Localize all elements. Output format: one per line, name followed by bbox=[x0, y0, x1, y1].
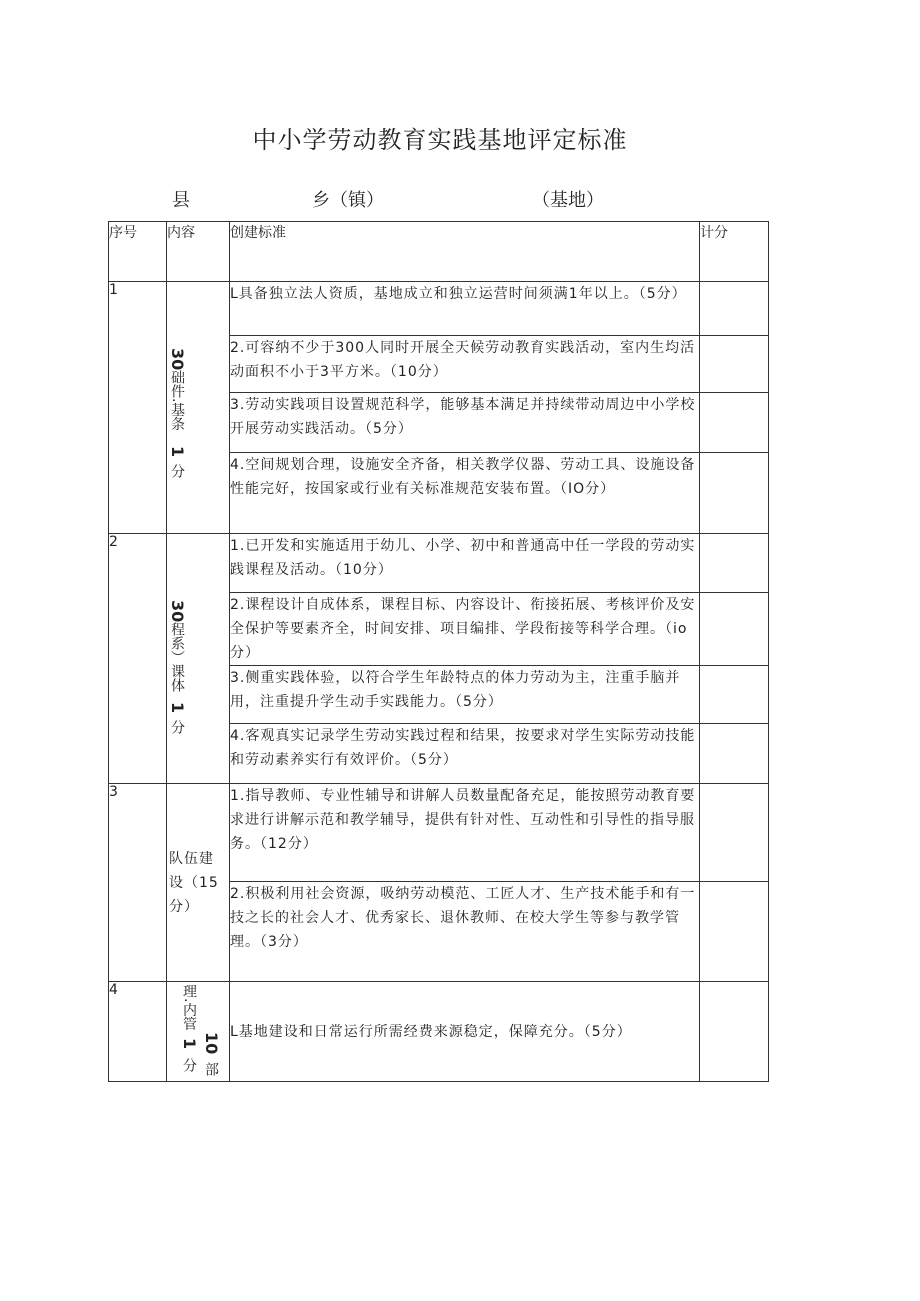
content-fragment: 1 bbox=[180, 1038, 199, 1050]
content-fragment: 分 bbox=[181, 1058, 197, 1072]
content-fragment: 30 bbox=[168, 600, 187, 623]
seq-cell: 3 bbox=[109, 784, 167, 982]
content-fragment: 础件.基条 bbox=[169, 370, 185, 431]
seq-cell: 2 bbox=[109, 534, 167, 784]
header-standard: 创建标准 bbox=[230, 222, 700, 282]
score-cell bbox=[700, 393, 769, 453]
content-cell-management bbox=[167, 982, 230, 1082]
header-content: 内容 bbox=[167, 222, 230, 282]
table-row bbox=[109, 534, 769, 593]
score-cell bbox=[700, 982, 769, 1082]
content-fragment: 10 bbox=[202, 1032, 221, 1055]
content-fragment: 1 bbox=[168, 446, 187, 458]
content-label: 队伍建设（15分） bbox=[169, 850, 219, 915]
content-cell-infrastructure bbox=[167, 282, 230, 534]
standard-cell: 1.已开发和实施适用于幼儿、小学、初中和普通高中任一学段的劳动实践课程及活动。（10分） bbox=[230, 534, 700, 593]
content-fragment: 1 bbox=[168, 702, 187, 714]
score-cell bbox=[700, 336, 769, 393]
table-row bbox=[109, 282, 769, 336]
content-fragment: 理.内管 bbox=[181, 984, 197, 1031]
content-cell-team bbox=[167, 784, 230, 982]
content-fragment: 30 bbox=[168, 348, 187, 371]
standard-cell: 2.可容纳不少于300人同时开展全天候劳动教育实践活动，室内生均活动面积不小于3平方米。（10分） bbox=[230, 336, 700, 393]
content-cell-curriculum bbox=[167, 534, 230, 784]
score-cell bbox=[700, 593, 769, 666]
subtitle-township: 乡（镇） bbox=[312, 190, 384, 211]
page-title: 中小学劳动教育实践基地评定标准 bbox=[252, 126, 628, 154]
content-fragment: 分 bbox=[169, 464, 185, 478]
standard-cell: 2.课程设计自成体系，课程目标、内容设计、衔接拓展、考核评价及安全保护等要素齐全，时间安排、项目编排、学段衔接等科学合理。（io分） bbox=[230, 593, 700, 666]
standard-cell: 3.侧重实践体验，以符合学生年龄特点的体力劳动为主，注重手脑并用，注重提升学生动手实践能力。（5分） bbox=[230, 666, 700, 724]
seq-cell: 4 bbox=[109, 982, 167, 1082]
score-cell bbox=[700, 784, 769, 882]
score-cell bbox=[700, 453, 769, 534]
subtitle-base: （基地） bbox=[532, 190, 604, 211]
table-row bbox=[109, 784, 769, 882]
header-score: 计分 bbox=[700, 222, 769, 282]
score-cell bbox=[700, 534, 769, 593]
score-cell bbox=[700, 282, 769, 336]
content-fragment: 分 bbox=[169, 720, 185, 734]
standard-cell: 4.客观真实记录学生劳动实践过程和结果，按要求对学生实际劳动技能和劳动素养实行有效评价。（5分） bbox=[230, 724, 700, 784]
standard-cell: L基地建设和日常运行所需经费来源稳定，保障充分。（5分） bbox=[230, 982, 700, 1082]
score-cell bbox=[700, 882, 769, 982]
seq-cell: 1 bbox=[109, 282, 167, 534]
header-seq: 序号 bbox=[109, 222, 167, 282]
standard-cell: 1.指导教师、专业性辅导和讲解人员数量配备充足，能按照劳动教育要求进行讲解示范和教学辅导，提供有针对性、互动性和引导性的指导服务。（12分） bbox=[230, 784, 700, 882]
table-row bbox=[109, 982, 769, 1082]
table-header-row bbox=[109, 222, 769, 282]
score-cell bbox=[700, 724, 769, 784]
subtitle-county: 县 bbox=[172, 190, 190, 211]
standard-cell: 3.劳动实践项目设置规范科学，能够基本满足并持续带动周边中小学校开展劳动实践活动。（5分） bbox=[230, 393, 700, 453]
content-fragment: 部 bbox=[203, 1062, 219, 1076]
standard-cell: L具备独立法人资质，基地成立和独立运营时间须满1年以上。（5分） bbox=[230, 282, 700, 336]
standard-cell: 4.空间规划合理，设施安全齐备，相关教学仪器、劳动工具、设施设备性能完好，按国家或行业有关标准规范安装布置。（IO分） bbox=[230, 453, 700, 534]
content-fragment: 程系）课体 bbox=[169, 622, 185, 692]
standard-cell: 2.积极利用社会资源，吸纳劳动模范、工匠人才、生产技术能手和有一技之长的社会人才、优秀家长、退休教师、在校大学生等参与教学管理。（3分） bbox=[230, 882, 700, 982]
score-cell bbox=[700, 666, 769, 724]
criteria-table bbox=[108, 221, 769, 1082]
